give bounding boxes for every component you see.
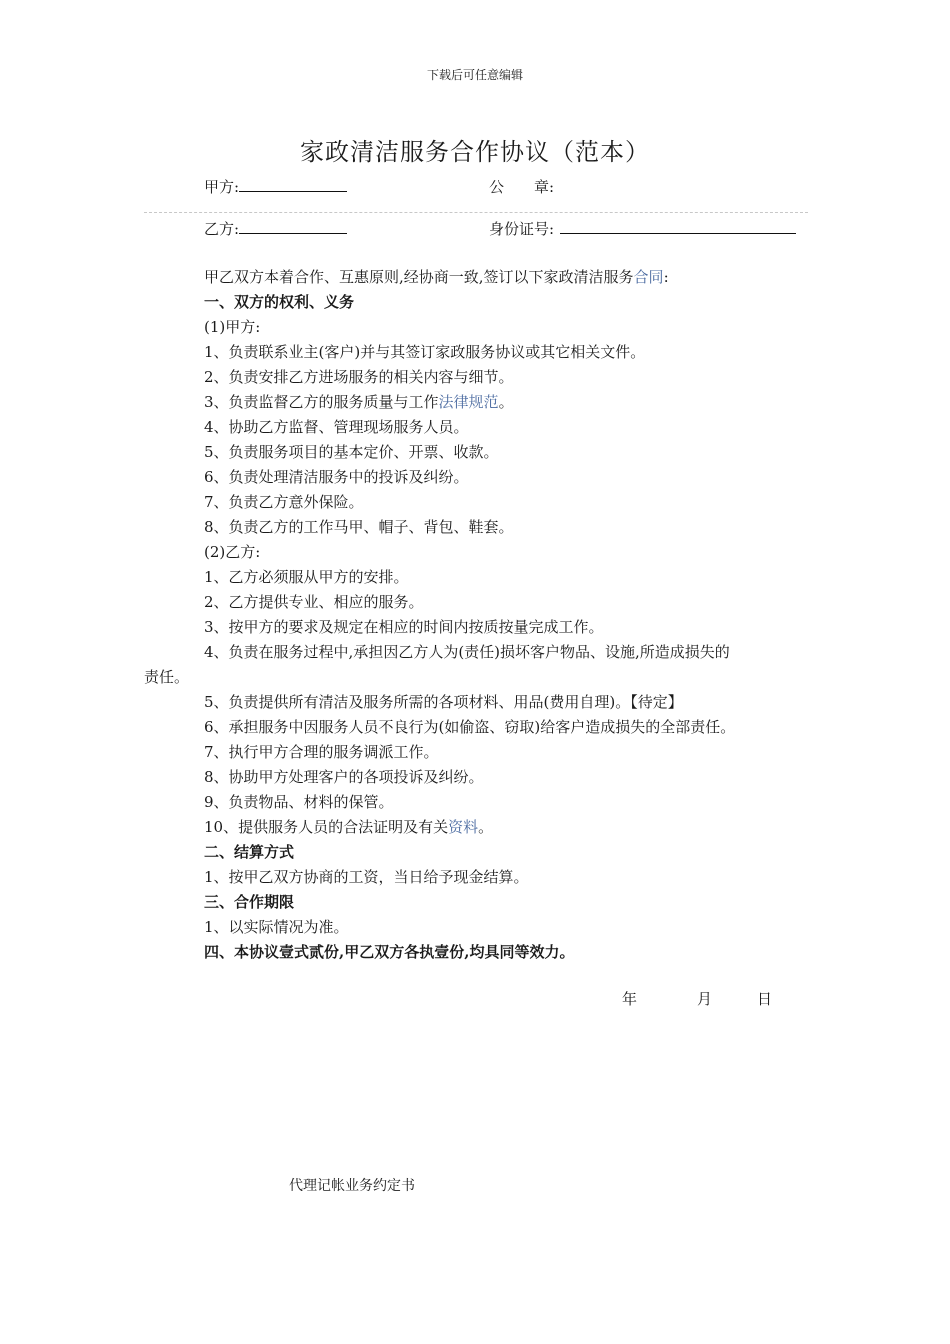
party-a-duty-7: 7、负责乙方意外保险。 bbox=[204, 493, 364, 511]
id-label: 身份证号: bbox=[489, 220, 555, 238]
duty-10-text: 10、提供服务人员的合法证明及有关 bbox=[204, 818, 449, 836]
intro-text: 甲乙双方本着合作、互惠原则,经协商一致,签订以下家政清洁服务 bbox=[204, 268, 634, 286]
party-a-duties-heading: (1)甲方: bbox=[204, 318, 261, 336]
party-b-duty-4-line2: 责任。 bbox=[144, 668, 190, 686]
date-month: 月 bbox=[697, 990, 713, 1008]
party-a-duty-8: 8、负责乙方的工作马甲、帽子、背包、鞋套。 bbox=[204, 518, 514, 536]
party-a-duty-6: 6、负责处理清洁服务中的投诉及纠纷。 bbox=[204, 468, 469, 486]
duty-3-tail: 。 bbox=[498, 393, 514, 411]
section3-heading: 三、合作期限 bbox=[204, 893, 295, 911]
party-b-duty-5: 5、负责提供所有清洁及服务所需的各项材料、用品(费用自理)。【待定】 bbox=[204, 693, 683, 711]
section4-heading: 四、本协议壹式贰份,甲乙双方各执壹份,均具同等效力。 bbox=[204, 943, 575, 961]
party-a-field bbox=[204, 176, 347, 197]
duty-10-tail: 。 bbox=[478, 818, 494, 836]
party-a-duty-5: 5、负责服务项目的基本定价、开票、收款。 bbox=[204, 443, 499, 461]
party-b-label: 乙方: bbox=[204, 220, 240, 238]
contract-link[interactable]: 合同 bbox=[633, 268, 664, 286]
party-a-duty-4: 4、协助乙方监督、管理现场服务人员。 bbox=[204, 418, 469, 436]
settlement-item-1: 1、按甲乙双方协商的工资，当日给予现金结算。 bbox=[204, 868, 529, 886]
party-b-duty-6: 6、承担服务中因服务人员不良行为(如偷盗、窃取)给客户造成损失的全部责任。 bbox=[204, 718, 736, 736]
party-b-duty-10 bbox=[204, 815, 493, 840]
footer-note: 代理记帐业务约定书 bbox=[289, 1178, 415, 1194]
id-field bbox=[489, 218, 796, 239]
party-b-duty-2: 2、乙方提供专业、相应的服务。 bbox=[204, 593, 424, 611]
header-note: 下载后可任意编辑 bbox=[426, 68, 523, 82]
term-item-1: 1、以实际情况为准。 bbox=[204, 918, 349, 936]
party-a-duty-3 bbox=[204, 390, 514, 415]
party-b-duty-3: 3、按甲方的要求及规定在相应的时间内按质按量完成工作。 bbox=[204, 618, 604, 636]
party-b-duty-7: 7、执行甲方合理的服务调派工作。 bbox=[204, 743, 439, 761]
seal-label: 公 章: bbox=[489, 178, 555, 196]
party-b-duty-8: 8、协助甲方处理客户的各项投诉及纠纷。 bbox=[204, 768, 484, 786]
date-year: 年 bbox=[622, 990, 638, 1008]
legal-norms-link[interactable]: 法律规范 bbox=[438, 393, 499, 411]
section2-heading: 二、结算方式 bbox=[204, 843, 295, 861]
date-day: 日 bbox=[757, 990, 773, 1008]
party-b-blank bbox=[239, 219, 347, 234]
dashed-divider bbox=[144, 212, 808, 213]
seal-field bbox=[489, 176, 554, 197]
party-a-label: 甲方: bbox=[204, 178, 240, 196]
party-b-duty-4-line1: 4、负责在服务过程中,承担因乙方人为(责任)损坏客户物品、设施,所造成损失的 bbox=[204, 643, 730, 661]
party-a-duty-1: 1、负责联系业主(客户)并与其签订家政服务协议或其它相关文件。 bbox=[204, 343, 646, 361]
id-blank bbox=[560, 219, 796, 234]
party-b-field bbox=[204, 218, 347, 239]
party-b-duties-heading: (2)乙方: bbox=[204, 543, 261, 561]
intro-tail: : bbox=[663, 268, 669, 286]
party-b-duty-9: 9、负责物品、材料的保管。 bbox=[204, 793, 394, 811]
duty-3-text: 3、负责监督乙方的服务质量与工作 bbox=[204, 393, 439, 411]
party-a-duty-2: 2、负责安排乙方进场服务的相关内容与细节。 bbox=[204, 368, 514, 386]
party-a-blank bbox=[239, 177, 347, 192]
section1-heading: 一、双方的权利、义务 bbox=[204, 293, 355, 311]
document-title: 家政清洁服务合作协议（范本） bbox=[300, 138, 650, 166]
party-b-duty-1: 1、乙方必须服从甲方的安排。 bbox=[204, 568, 409, 586]
materials-link[interactable]: 资料 bbox=[448, 818, 479, 836]
intro-paragraph bbox=[204, 265, 669, 290]
